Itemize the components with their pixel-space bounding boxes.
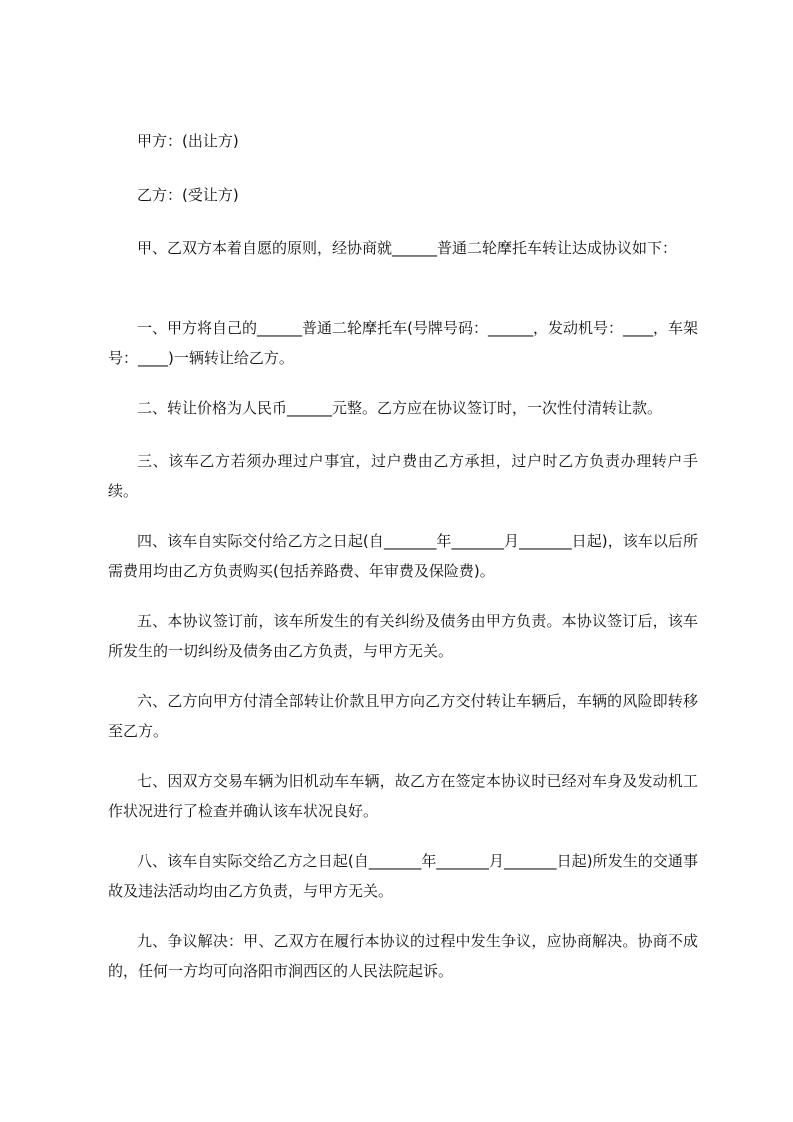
party-b-line: 乙方：(受让方) (137, 186, 239, 204)
clause-2: 二、转让价格为人民币______元整。乙方应在协议签订时，一次性付清转让款。 (137, 399, 663, 417)
intro-paragraph: 甲、乙双方本着自愿的原则，经协商就______普通二轮摩托车转让达成协议如下： (137, 239, 678, 257)
clause-3: 三、该车乙方若须办理过户事宜，过户费由乙方承担，过户时乙方负责办理转户手续。 (108, 452, 698, 500)
clause-1: 一、甲方将自己的______普通二轮摩托车(号牌号码：______，发动机号：____，车架号：____)一辆转让给乙方。 (108, 319, 698, 367)
clause-5: 五、本协议签订前，该车所发生的有关纠纷及债务由甲方负责。本协议签订后，该车所发生的一切纠纷及债务由乙方负责，与甲方无关。 (108, 612, 698, 660)
clause-7: 七、因双方交易车辆为旧机动车车辆，故乙方在签定本协议时已经对车身及发动机工作状况进行了检查并确认该车状况良好。 (108, 772, 698, 820)
clause-9: 九、争议解决：甲、乙双方在履行本协议的过程中发生争议，应协商解决。协商不成的，任何一方均可向洛阳市涧西区的人民法院起诉。 (108, 932, 698, 980)
clause-8: 八、该车自实际交给乙方之日起(自_______年_______月_______日起)所发生的交通事故及违法活动均由乙方负责，与甲方无关。 (108, 852, 698, 900)
party-a-line: 甲方：(出让方) (137, 132, 239, 150)
clause-6: 六、乙方向甲方付清全部转让价款且甲方向乙方交付转让车辆后，车辆的风险即转移至乙方。 (108, 692, 698, 740)
clause-4: 四、该车自实际交付给乙方之日起(自_______年_______月_______日起)，该车以后所需费用均由乙方负责购买(包括养路费、年审费及保险费)。 (108, 532, 698, 580)
